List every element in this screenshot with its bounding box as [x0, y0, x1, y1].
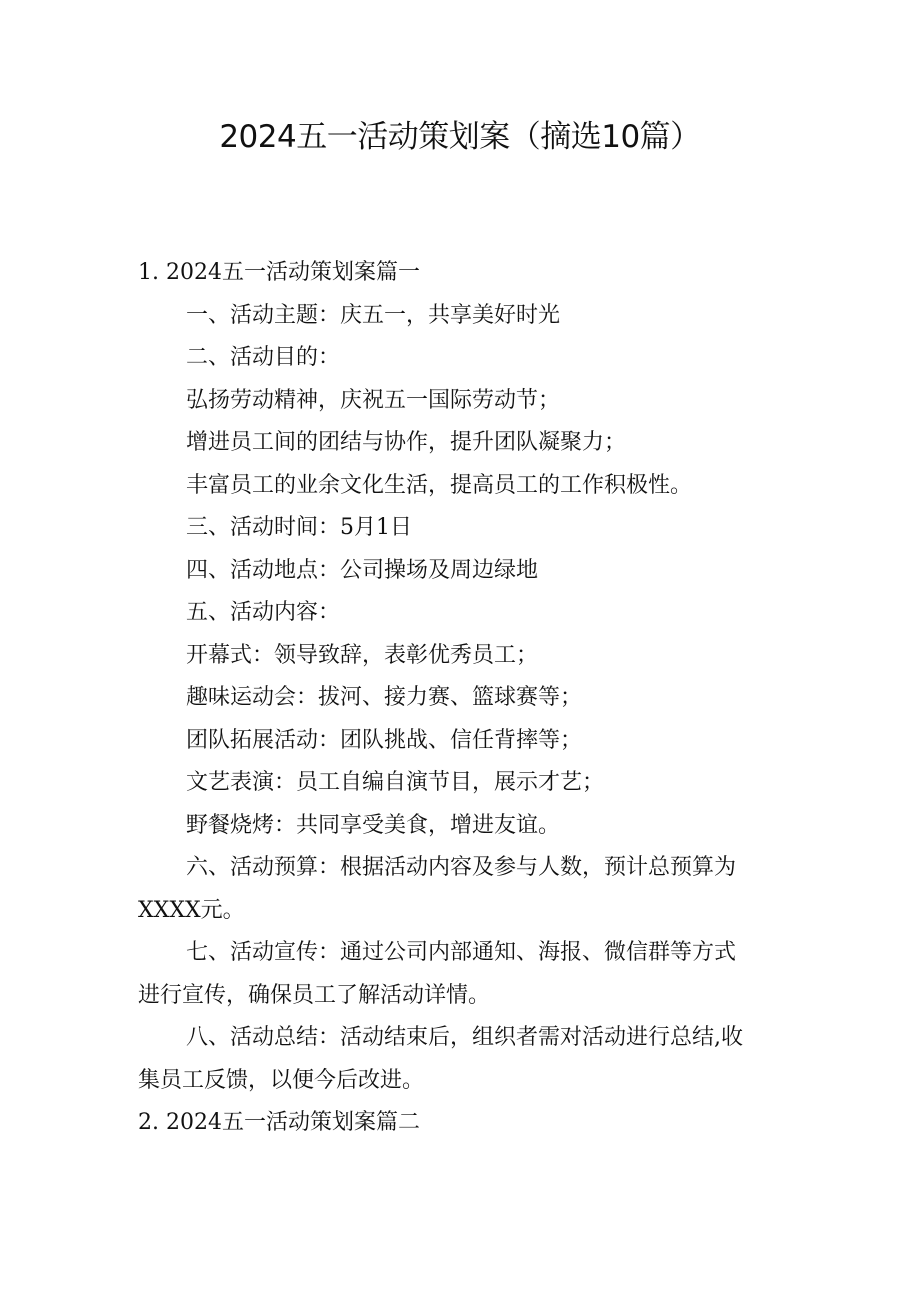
body-line: 七、活动宣传：通过公司内部通知、海报、微信群等方式	[186, 940, 737, 965]
body-line: 三、活动时间：5月1日	[186, 515, 412, 540]
body-line: 2. 2024五一活动策划案篇二	[138, 1110, 420, 1135]
document-body	[138, 252, 788, 1145]
document-title: 2024五一活动策划案（摘选10篇）	[219, 119, 701, 155]
body-line: 一、活动主题：庆五一，共享美好时光	[186, 302, 561, 328]
body-line: 弘扬劳动精神，庆祝五一国际劳动节；	[186, 387, 561, 413]
body-line: 增进员工间的团结与协作，提升团队凝聚力；	[186, 430, 627, 455]
body-line: XXXX元。	[138, 897, 245, 923]
body-line: 丰富员工的业余文化生活，提高员工的工作积极性。	[186, 472, 693, 498]
body-line: 野餐烧烤：共同享受美食，增进友谊。	[186, 812, 561, 838]
body-line: 1. 2024五一活动策划案篇一	[138, 260, 420, 285]
body-line: 二、活动目的：	[186, 345, 341, 370]
body-line: 集员工反馈，以便今后改进。	[138, 1067, 425, 1093]
body-line: 进行宣传，确保员工了解活动详情。	[138, 982, 491, 1008]
body-line: 趣味运动会：拔河、接力赛、篮球赛等；	[186, 685, 583, 710]
body-line: 五、活动内容：	[186, 600, 341, 625]
body-line: 文艺表演：员工自编自演节目，展示才艺；	[186, 770, 605, 795]
body-line: 开幕式：领导致辞，表彰优秀员工；	[186, 642, 539, 668]
body-line: 六、活动预算：根据活动内容及参与人数，预计总预算为	[186, 855, 737, 880]
body-line: 团队拓展活动：团队挑战、信任背摔等；	[186, 727, 583, 753]
body-line: 八、活动总结：活动结束后，组织者需对活动进行总结,收	[186, 1025, 743, 1050]
body-line: 四、活动地点：公司操场及周边绿地	[186, 557, 539, 583]
